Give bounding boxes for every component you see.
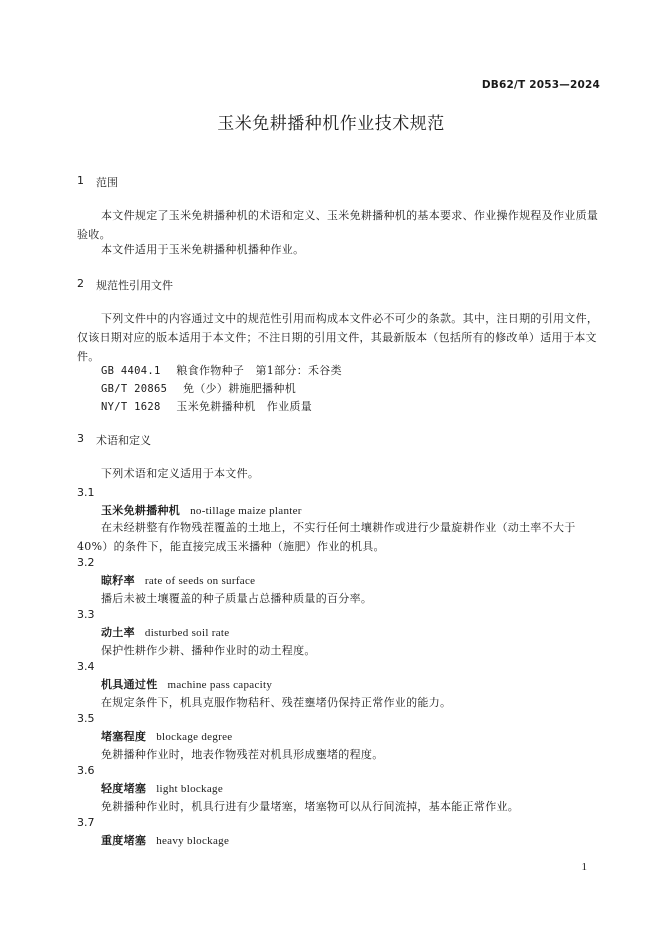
term-3-5-zh: 堵塞程度 — [101, 730, 147, 743]
term-3-4-zh: 机具通过性 — [101, 678, 158, 691]
section-1-title: 范围 — [96, 176, 118, 189]
term-3-5 — [101, 728, 232, 744]
section-2-paragraph: 下列文件中的内容通过文中的规范性引用而构成本文件必不可少的条款。其中，注日期的引用文件，仅该日期对应的版本适用于本文件；不注日期的引用文件，其最新版本（包括所有的修改单）适用于本文件。 — [77, 312, 599, 363]
term-3-1-en: no-tillage maize planter — [190, 505, 302, 517]
section-2-number: 2 — [77, 277, 84, 290]
term-3-4-en: machine pass capacity — [167, 679, 273, 691]
term-3-2-definition: 播后未被土壤覆盖的种子质量占总播种质量的百分率。 — [101, 592, 373, 605]
clause-3-1-number: 3.1 — [77, 486, 95, 499]
reference-2 — [101, 380, 296, 396]
term-3-6-zh: 轻度堵塞 — [101, 782, 147, 795]
reference-1-code: GB 4404.1 — [101, 365, 161, 377]
reference-3-code: NY/T 1628 — [101, 401, 161, 413]
term-3-6-definition: 免耕播种作业时，机具行进有少量堵塞，堵塞物可以从行间流掉，基本能正常作业。 — [101, 800, 520, 813]
term-3-4-definition: 在规定条件下，机具克服作物秸秆、残茬壅堵仍保持正常作业的能力。 — [101, 696, 452, 709]
page-number: 1 — [581, 861, 587, 873]
term-3-5-definition: 免耕播种作业时，地表作物残茬对机具形成壅堵的程度。 — [101, 748, 384, 761]
section-3-title: 术语和定义 — [96, 434, 151, 447]
reference-2-code: GB/T 20865 — [101, 383, 168, 395]
term-3-1 — [101, 502, 302, 518]
clause-3-5-number: 3.5 — [77, 712, 95, 725]
term-3-7-zh: 重度堵塞 — [101, 834, 147, 847]
reference-1-name: 粮食作物种子 第1部分：禾谷类 — [176, 364, 342, 377]
term-3-3-zh: 动土率 — [101, 626, 135, 639]
section-3-number: 3 — [77, 432, 84, 445]
standard-code: DB62/T 2053—2024 — [481, 79, 600, 91]
section-1-paragraph-2: 本文件适用于玉米免耕播种机播种作业。 — [101, 243, 305, 256]
clause-3-6-number: 3.6 — [77, 764, 95, 777]
term-3-4 — [101, 676, 272, 692]
term-3-2-zh: 晾籽率 — [101, 574, 135, 587]
clause-3-3-number: 3.3 — [77, 608, 95, 621]
term-3-2 — [101, 572, 255, 588]
term-3-1-definition: 在未经耕整有作物残茬覆盖的土地上，不实行任何土壤耕作或进行少量旋耕作业（动土率不大于40%）的条件下，能直接完成玉米播种（施肥）作业的机具。 — [77, 521, 576, 553]
reference-3-name: 玉米免耕播种机 作业质量 — [176, 400, 312, 413]
clause-3-4-number: 3.4 — [77, 660, 95, 673]
term-3-6 — [101, 780, 223, 796]
section-1-paragraph-1: 本文件规定了玉米免耕播种机的术语和定义、玉米免耕播种机的基本要求、作业操作规程及作业质量验收。 — [77, 209, 599, 241]
reference-1 — [101, 362, 342, 378]
term-3-7 — [101, 832, 229, 848]
term-3-6-en: light blockage — [156, 783, 224, 795]
section-2-title: 规范性引用文件 — [96, 279, 173, 292]
document-title: 玉米免耕播种机作业技术规范 — [217, 114, 445, 134]
section-1-number: 1 — [77, 174, 84, 187]
term-3-2-en: rate of seeds on surface — [144, 575, 256, 587]
term-3-7-en: heavy blockage — [156, 835, 230, 847]
term-3-5-en: blockage degree — [156, 731, 233, 743]
term-3-3 — [101, 624, 229, 640]
term-3-3-en: disturbed soil rate — [144, 627, 230, 639]
clause-3-2-number: 3.2 — [77, 556, 95, 569]
reference-3 — [101, 398, 312, 414]
reference-2-name: 免（少）耕施肥播种机 — [183, 382, 297, 395]
section-3-paragraph: 下列术语和定义适用于本文件。 — [101, 467, 260, 480]
term-3-3-definition: 保护性耕作少耕、播种作业时的动土程度。 — [101, 644, 316, 657]
clause-3-7-number: 3.7 — [77, 816, 95, 829]
term-3-1-zh: 玉米免耕播种机 — [101, 504, 181, 517]
